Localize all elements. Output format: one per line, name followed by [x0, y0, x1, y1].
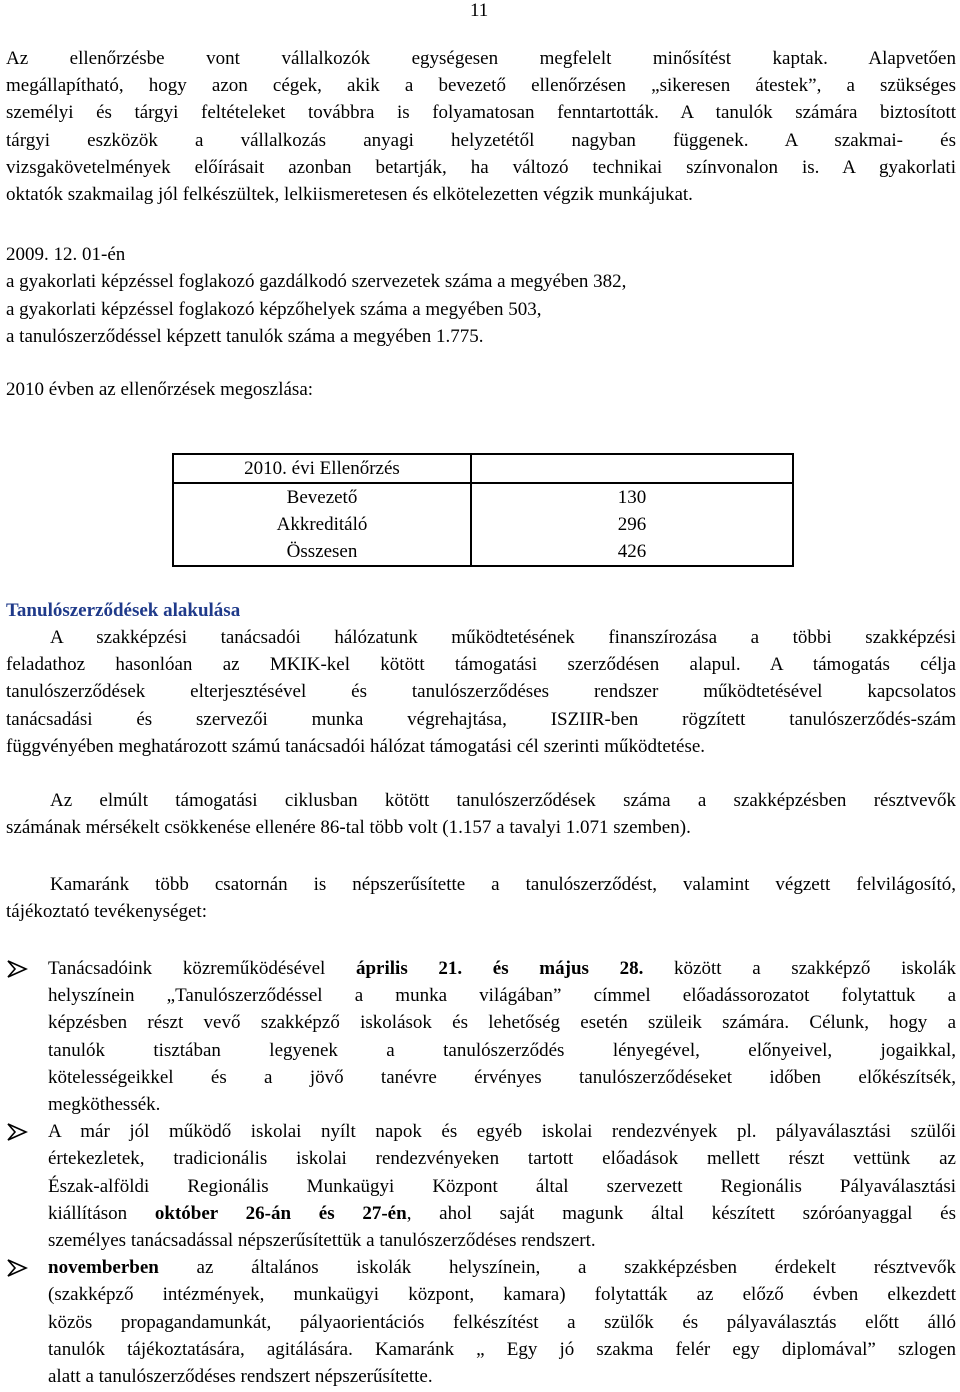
inspection-table	[172, 453, 794, 567]
bullet-line: képzésben részt vevő szakképző iskolások és lehetőség esetén szüleik számára. Célunk, hogy a	[48, 1012, 956, 1034]
table-cell-label: Összesen	[173, 538, 471, 566]
bullet-line: megköthessék.	[48, 1094, 161, 1116]
funding-line: tanácsadási és szervezői munka végrehajtása, ISZIIR-ben rögzített tanulószerződés-szám	[6, 708, 956, 730]
intro-line: megállapítható, hogy azon cégek, akik a bevezető ellenőrzésen „sikeresen átestek”, a szükséges	[6, 75, 956, 97]
page-number: 11	[470, 0, 489, 21]
table-row	[173, 511, 793, 538]
table-row	[173, 483, 793, 511]
stats-line: a tanulószerződéssel képzett tanulók száma a megyében 1.775.	[6, 325, 484, 347]
intro-line: Az ellenőrzésbe vont vállalkozók egységesen megfelelt minősítést kaptak. Alapvetően	[6, 48, 956, 69]
bullet-line: Észak-alföldi Regionális Munkaügyi Központ által szervezett Regionális Pályaválasztási	[48, 1175, 956, 1197]
arrow-bullet-icon	[6, 1122, 28, 1142]
promotion-line: Kamaránk több csatornán is népszerűsítette a tanulószerződést, valamint végzett felvilágosító,	[50, 874, 956, 895]
cycle-line: Az elmúlt támogatási ciklusban kötött tanulószerződések száma a szakképzésben résztvevők	[50, 790, 956, 811]
intro-line: személyi és tárgyi feltételeket továbbra is folyamatosan fenntartották. A tanulók számára biztosított	[6, 102, 956, 124]
table-header-label: 2010. évi Ellenőrzés	[173, 454, 471, 483]
bullet-item	[6, 955, 956, 1118]
bullet-line: személyes tanácsadással népszerűsítettük a tanulószerződéses rendszert.	[48, 1230, 596, 1252]
table-row	[173, 538, 793, 566]
table-cell-label: Bevezető	[173, 483, 471, 511]
bullet-line: közös propagandamunkát, pályaorientációs felkészítést a szülők és pályaválasztás előtt álló	[48, 1311, 956, 1333]
funding-line: feladathoz hasonlóan az MKIK-kel kötött támogatási szerződésen alapul. A támogatás célja	[6, 654, 956, 676]
promotion-line: tájékoztató tevékenységet:	[6, 901, 207, 923]
table-cell-label: Akkreditáló	[173, 511, 471, 538]
bullet-item	[6, 1118, 956, 1254]
bullet-list	[6, 955, 956, 1390]
cycle-paragraph	[6, 787, 956, 841]
bullet-text: Tanácsadóink közreműködésével	[48, 958, 356, 979]
section-heading: Tanulószerződések alakulása	[6, 600, 241, 621]
bullet-text: kiállításon	[48, 1202, 155, 1224]
bullet-text: között a szakképző iskolák	[643, 958, 956, 979]
bullet-date: október 26-án és 27-én	[154, 1202, 407, 1224]
table-cell-value: 426	[617, 541, 647, 562]
bullet-line: kötelességeikkel és a jövő tanévre érvényes tanulószerződéseket időben előkészítsék,	[48, 1066, 956, 1088]
table-cell-value: 296	[617, 514, 647, 535]
bullet-line: értekezletek, tradicionális iskolai rendezvényeken tartott előadások mellett részt vettünk az	[48, 1148, 956, 1170]
bullet-date: április 21. és május 28.	[355, 958, 644, 979]
stats-line: a gyakorlati képzéssel foglakozó képzőhelyek száma a megyében 503,	[6, 298, 542, 320]
bullet-line	[48, 1254, 956, 1281]
bullet-date: novemberben	[48, 1257, 159, 1279]
table-header-row	[173, 454, 793, 483]
bullet-line: tanulók tisztában legyenek a tanulószerződés lényegével, előnyeivel, jogaikkal,	[48, 1039, 956, 1061]
distribution-title: 2010 évben az ellenőrzések megoszlása:	[6, 379, 314, 400]
intro-paragraph	[6, 45, 956, 208]
table-header-value	[471, 454, 793, 483]
stats-block	[6, 241, 956, 350]
cycle-line: számának mérsékelt csökkenése ellenére 86-tal több volt (1.157 a tavalyi 1.071 szemben).	[6, 817, 691, 839]
funding-line: függvényében meghatározott számú tanácsadói hálózat támogatási cél szerinti működtetése.	[6, 735, 706, 757]
funding-paragraph	[6, 624, 956, 760]
bullet-item	[6, 1254, 956, 1390]
bullet-line	[48, 1200, 956, 1227]
bullet-line: A már jól működő iskolai nyílt napok és egyéb iskolai rendezvények pl. pályaválasztási szülői	[48, 1121, 956, 1143]
table-cell-value: 130	[617, 487, 647, 508]
bullet-line: alatt a tanulószerződéses rendszert népszerűsítette.	[48, 1366, 433, 1388]
bullet-line: tanulók tájékoztatására, agitálására. Kamaránk „ Egy jó szakma felér egy diplomával” szlogen	[48, 1338, 956, 1360]
bullet-line: helyszínein „Tanulószerződéssel a munka világában” címmel előadássorozatot folytattuk a	[48, 985, 956, 1007]
intro-line: oktatók szakmailag jól felkészültek, lelkiismeretesen és elkötelezetten végzik munkájukat.	[6, 184, 693, 206]
stats-line: a gyakorlati képzéssel foglakozó gazdálkodó szervezetek száma a megyében 382,	[6, 271, 627, 293]
intro-line: tárgyi eszközök a vállalkozás anyagi helyzetétől nagyban függenek. A szakmai- és	[6, 129, 956, 151]
bullet-text: az általános iskolák helyszínein, a szakképzésben érdekelt résztvevők	[158, 1257, 956, 1279]
promotion-paragraph	[6, 871, 956, 925]
funding-line: A szakképzési tanácsadói hálózatunk működtetésének finanszírozása a többi szakképzési	[50, 627, 956, 648]
intro-line: vizsgakövetelmények előírásait azonban betartják, ha változó technikai színvonalon is. A gyakorlati	[6, 156, 956, 178]
stats-date: 2009. 12. 01-én	[6, 244, 126, 265]
bullet-line	[48, 955, 956, 982]
bullet-text: , ahol saját magunk által készített szóróanyaggal és	[406, 1202, 956, 1224]
arrow-bullet-icon	[6, 959, 28, 979]
funding-line: tanulószerződések elterjesztésével és tanulószerződéses rendszer működtetésével kapcsolatos	[6, 681, 956, 703]
bullet-line: (szakképző intézmények, munkaügyi központ, kamara) folytatták az előző évben elkezdett	[48, 1284, 956, 1306]
arrow-bullet-icon	[6, 1258, 28, 1278]
